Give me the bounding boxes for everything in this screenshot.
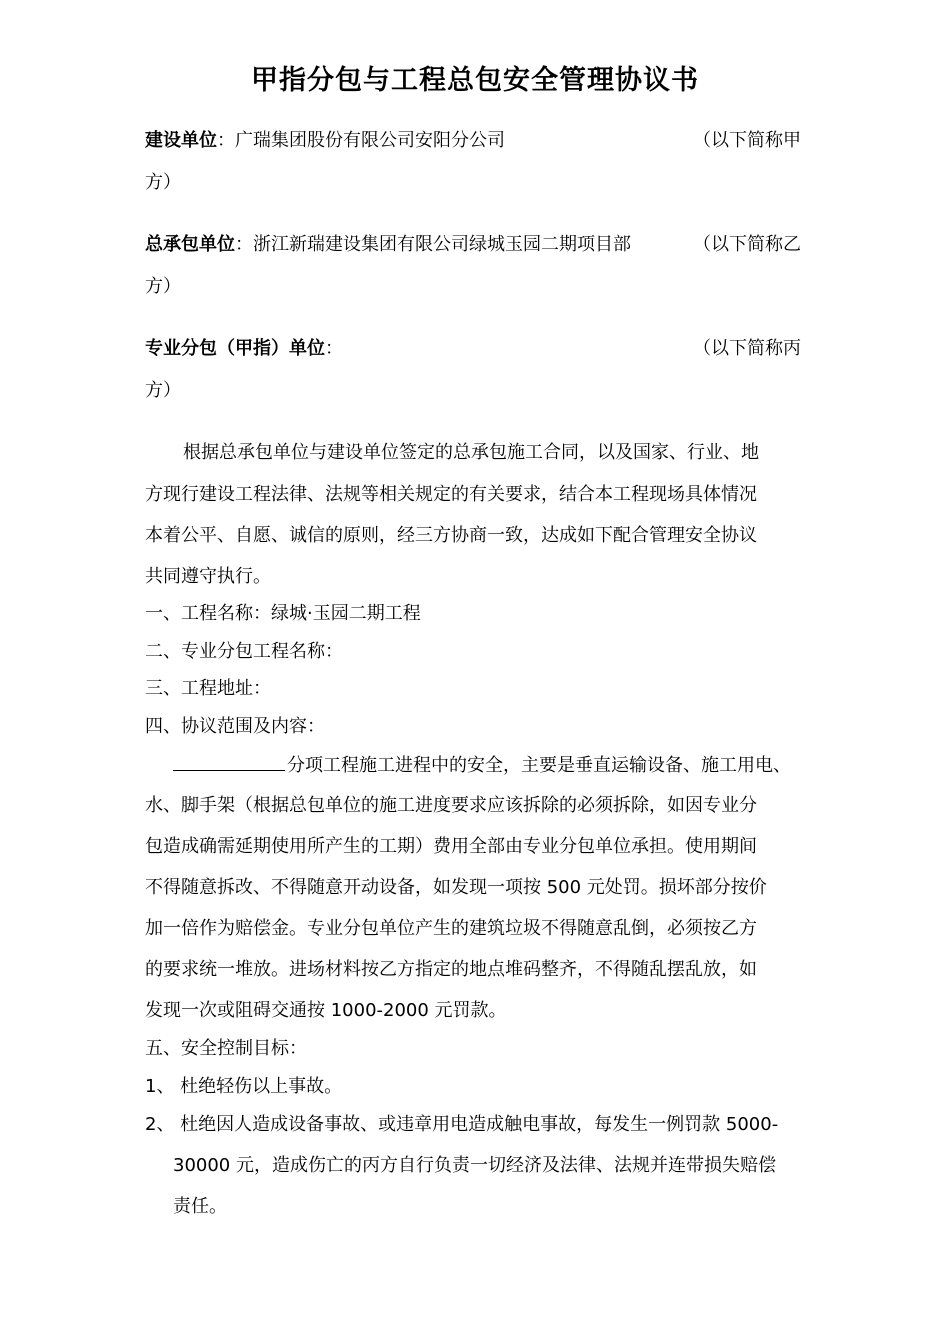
section-project-name: 一、工程名称：绿城·玉园二期工程 <box>145 603 421 624</box>
target-item-2: 2、 杜绝因人造成设备事故、或违章用电造成触电事故，每发生一例罚款 5000- <box>145 1114 779 1135</box>
fill-in-blank[interactable] <box>173 752 285 771</box>
preamble-line: 根据总承包单位与建设单位签定的总承包施工合同，以及国家、行业、地 <box>183 442 759 463</box>
general-label: 总承包单位 <box>145 234 235 255</box>
preamble-line: 本着公平、自愿、诚信的原则，经三方协商一致，达成如下配合管理安全协议 <box>145 525 757 546</box>
scope-line: 发现一次或阻碍交通按 1000-2000 元罚款。 <box>145 1000 507 1021</box>
general-party-line <box>145 233 631 257</box>
preamble-line: 方现行建设工程法律、法规等相关规定的有关要求，结合本工程现场具体情况 <box>145 484 757 505</box>
scope-line: 加一倍作为赔偿金。专业分包单位产生的建筑垃圾不得随意乱倒，必须按乙方 <box>145 918 757 939</box>
owner-value: 广瑞集团股份有限公司安阳分公司 <box>235 130 505 151</box>
scope-line: 包造成确需延期使用所产生的工期）费用全部由专业分包单位承担。使用期间 <box>145 836 757 857</box>
owner-abbr-start: （以下简称甲 <box>693 130 801 151</box>
owner-label: 建设单位 <box>145 130 217 151</box>
section-project-address: 三、工程地址： <box>145 678 271 699</box>
scope-line: 不得随意拆改、不得随意开动设备，如发现一项按 500 元处罚。损坏部分按价 <box>145 877 767 898</box>
section-sub-project-name: 二、专业分包工程名称： <box>145 641 343 662</box>
document-title: 甲指分包与工程总包安全管理协议书 <box>251 65 699 96</box>
owner-sep: ： <box>217 130 235 151</box>
sub-party-line <box>145 337 343 361</box>
scope-line: 的要求统一堆放。进场材料按乙方指定的地点堆码整齐，不得随乱摆乱放，如 <box>145 959 757 980</box>
general-abbr-start: （以下简称乙 <box>693 234 801 255</box>
target-item-1: 1、 杜绝轻伤以上事故。 <box>145 1076 343 1097</box>
general-sep: ： <box>235 234 253 255</box>
sub-abbr-end: 方） <box>145 380 181 401</box>
owner-party-line <box>145 129 505 153</box>
sub-sep: ： <box>325 338 343 359</box>
general-value: 浙江新瑞建设集团有限公司绿城玉园二期项目部 <box>253 234 631 255</box>
preamble-line: 共同遵守执行。 <box>145 566 271 587</box>
section-safety-targets: 五、安全控制目标： <box>145 1038 307 1059</box>
section-scope: 四、协议范围及内容： <box>145 716 325 737</box>
scope-first-line <box>173 752 791 778</box>
scope-first-text: 分项工程施工进程中的安全，主要是垂直运输设备、施工用电、 <box>287 755 791 776</box>
sub-label: 专业分包（甲指）单位 <box>145 338 325 359</box>
general-abbr-end: 方） <box>145 276 181 297</box>
owner-abbr-end: 方） <box>145 172 181 193</box>
target-item-2-cont: 责任。 <box>173 1196 227 1217</box>
target-item-2-cont: 30000 元，造成伤亡的丙方自行负责一切经济及法律、法规并连带损失赔偿 <box>173 1155 776 1176</box>
scope-line: 水、脚手架（根据总包单位的施工进度要求应该拆除的必须拆除，如因专业分 <box>145 795 757 816</box>
sub-abbr-start: （以下简称丙 <box>693 338 801 359</box>
